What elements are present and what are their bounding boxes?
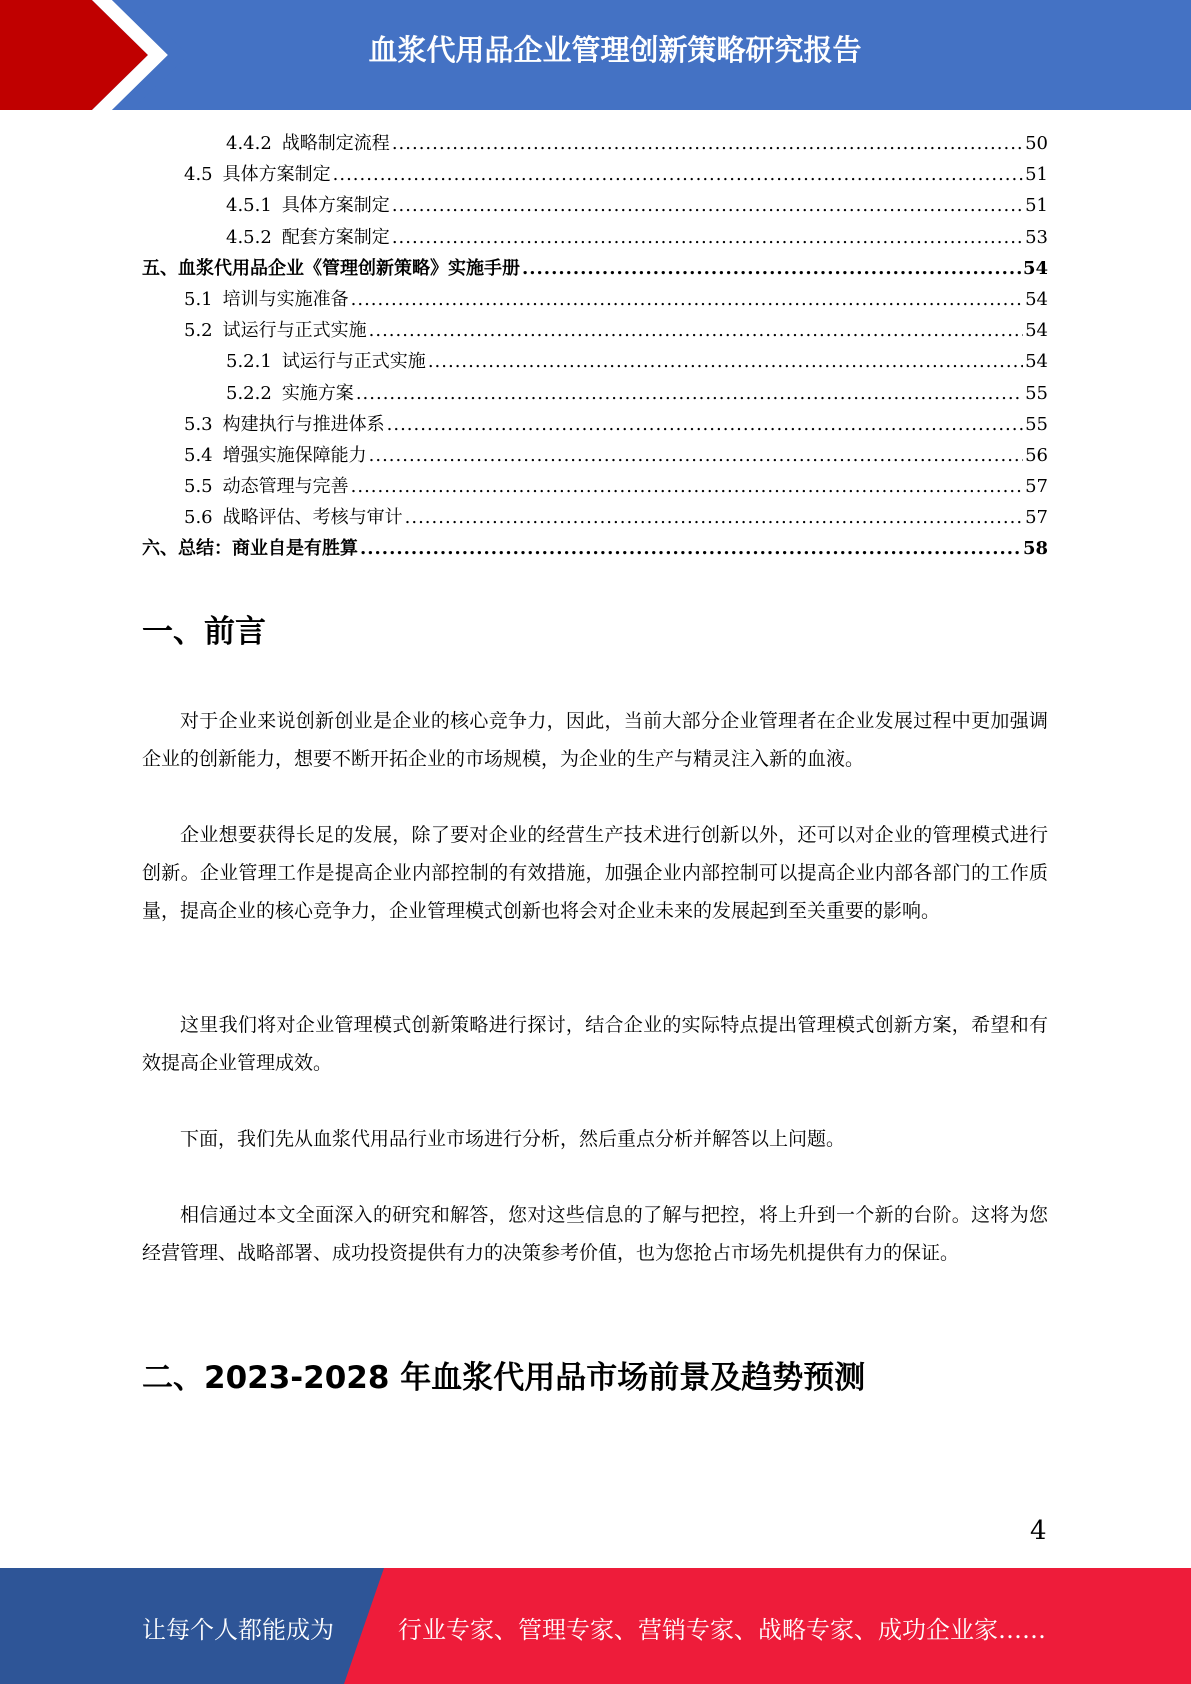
toc-entry[interactable] (142, 159, 1048, 190)
toc-entry-number: 5.2.1 (226, 351, 272, 373)
toc-entry[interactable] (142, 346, 1048, 377)
toc-entry-number: 5.5 (184, 476, 213, 498)
toc-entry-number: 4.5.2 (226, 226, 272, 248)
toc-dot-leader (369, 315, 1023, 346)
toc-dot-leader (351, 284, 1023, 315)
toc-dot-leader (392, 222, 1023, 253)
toc-entry[interactable] (142, 253, 1048, 284)
toc-entry-number: 4.5 (184, 164, 213, 186)
section-heading-preface: 一、前言 (142, 614, 266, 650)
toc-entry-title: 试运行与正式实施 (222, 320, 367, 342)
toc-dot-leader (405, 502, 1023, 533)
page-footer (0, 1568, 1191, 1684)
toc-dot-leader (360, 533, 1021, 564)
toc-entry[interactable] (142, 440, 1048, 471)
toc-entry[interactable] (142, 378, 1048, 409)
toc-entry[interactable] (142, 533, 1048, 564)
toc-entry-page: 58 (1022, 538, 1048, 560)
footer-slogan-left: 让每个人都能成为 (142, 1616, 334, 1644)
toc-entry-page: 51 (1025, 195, 1048, 217)
toc-entry-title: 战略评估、考核与审计 (222, 507, 403, 529)
toc-entry[interactable] (142, 190, 1048, 221)
toc-entry-number: 5.1 (184, 288, 213, 310)
toc-dot-leader (333, 159, 1023, 190)
toc-entry-title: 配套方案制定 (281, 226, 390, 248)
toc-entry-title: 增强实施保障能力 (222, 444, 367, 466)
toc-entry[interactable] (142, 502, 1048, 533)
toc-entry[interactable] (142, 128, 1048, 159)
toc-entry[interactable] (142, 471, 1048, 502)
toc-entry-title: 动态管理与完善 (222, 476, 349, 498)
toc-dot-leader (387, 409, 1023, 440)
toc-entry-title: 具体方案制定 (222, 164, 331, 186)
section-heading-market-outlook: 二、2023-2028 年血浆代用品市场前景及趋势预测 (142, 1360, 866, 1396)
toc-dot-leader (392, 128, 1023, 159)
toc-entry[interactable] (142, 222, 1048, 253)
toc-entry[interactable] (142, 315, 1048, 346)
paragraph-3: 这里我们将对企业管理模式创新策略进行探讨，结合企业的实际特点提出管理模式创新方案，希望和有效提高企业管理成效。 (142, 1014, 1048, 1074)
toc-dot-leader (351, 471, 1023, 502)
toc-entry-number: 5.2 (184, 320, 213, 342)
toc-dot-leader (522, 253, 1021, 284)
toc-entry-number: 5.6 (184, 507, 213, 529)
toc-entry-page: 57 (1025, 476, 1048, 498)
toc-entry-number: 5.4 (184, 444, 213, 466)
toc-entry[interactable] (142, 284, 1048, 315)
toc-entry-page: 57 (1025, 507, 1048, 529)
toc-entry-page: 55 (1025, 413, 1048, 435)
toc-dot-leader (369, 440, 1023, 471)
page-number: 4 (1030, 1516, 1047, 1546)
toc-entry[interactable] (142, 409, 1048, 440)
toc-entry-page: 55 (1025, 382, 1048, 404)
toc-entry-title: 实施方案 (281, 382, 354, 404)
toc-entry-title: 五、血浆代用品企业《管理创新策略》实施手册 (142, 257, 520, 279)
page-header (0, 0, 1191, 110)
toc-entry-page: 50 (1025, 133, 1048, 154)
toc-entry-page: 51 (1025, 164, 1048, 186)
toc-entry-title: 具体方案制定 (281, 195, 390, 217)
toc-entry-page: 54 (1022, 257, 1048, 279)
toc-dot-leader (392, 190, 1023, 221)
toc-entry-page: 56 (1025, 444, 1048, 466)
toc-entry-number: 5.3 (184, 413, 213, 435)
toc-entry-title: 培训与实施准备 (222, 288, 349, 310)
toc-dot-leader (428, 346, 1023, 377)
toc-dot-leader (356, 378, 1023, 409)
toc-entry-number: 4.4.2 (226, 133, 272, 154)
paragraph-2: 企业想要获得长足的发展，除了要对企业的经营生产技术进行创新以外，还可以对企业的管理模式进行创新。企业管理工作是提高企业内部控制的有效措施，加强企业内部控制可以提高企业内部各部门的工作质量，提高企业的核心竞争力，企业管理模式创新也将会对企业未来的发展起到至关重要的影响。 (142, 824, 1048, 922)
footer-slogan-right: 行业专家、管理专家、营销专家、战略专家、成功企业家…… (398, 1616, 1046, 1644)
toc-entry-number: 5.2.2 (226, 382, 272, 404)
toc-entry-page: 54 (1025, 288, 1048, 310)
toc-entry-title: 构建执行与推进体系 (222, 413, 385, 435)
toc-entry-page: 54 (1025, 351, 1048, 373)
toc-entry-title: 试运行与正式实施 (281, 351, 426, 373)
table-of-contents (142, 128, 1048, 565)
toc-entry-number: 4.5.1 (226, 195, 272, 217)
toc-entry-title: 战略制定流程 (281, 133, 390, 154)
toc-entry-page: 54 (1025, 320, 1048, 342)
header-title: 血浆代用品企业管理创新策略研究报告 (368, 33, 862, 67)
paragraph-1: 对于企业来说创新创业是企业的核心竞争力，因此，当前大部分企业管理者在企业发展过程中更加强调企业的创新能力，想要不断开拓企业的市场规模，为企业的生产与精灵注入新的血液。 (142, 710, 1048, 770)
paragraph-4: 下面，我们先从血浆代用品行业市场进行分析，然后重点分析并解答以上问题。 (180, 1128, 846, 1150)
paragraph-5: 相信通过本文全面深入的研究和解答，您对这些信息的了解与把控，将上升到一个新的台阶。这将为您经营管理、战略部署、成功投资提供有力的决策参考价值，也为您抢占市场先机提供有力的保证。 (142, 1204, 1048, 1264)
toc-entry-title: 六、总结：商业自是有胜算 (142, 538, 358, 560)
toc-entry-page: 53 (1025, 226, 1048, 248)
